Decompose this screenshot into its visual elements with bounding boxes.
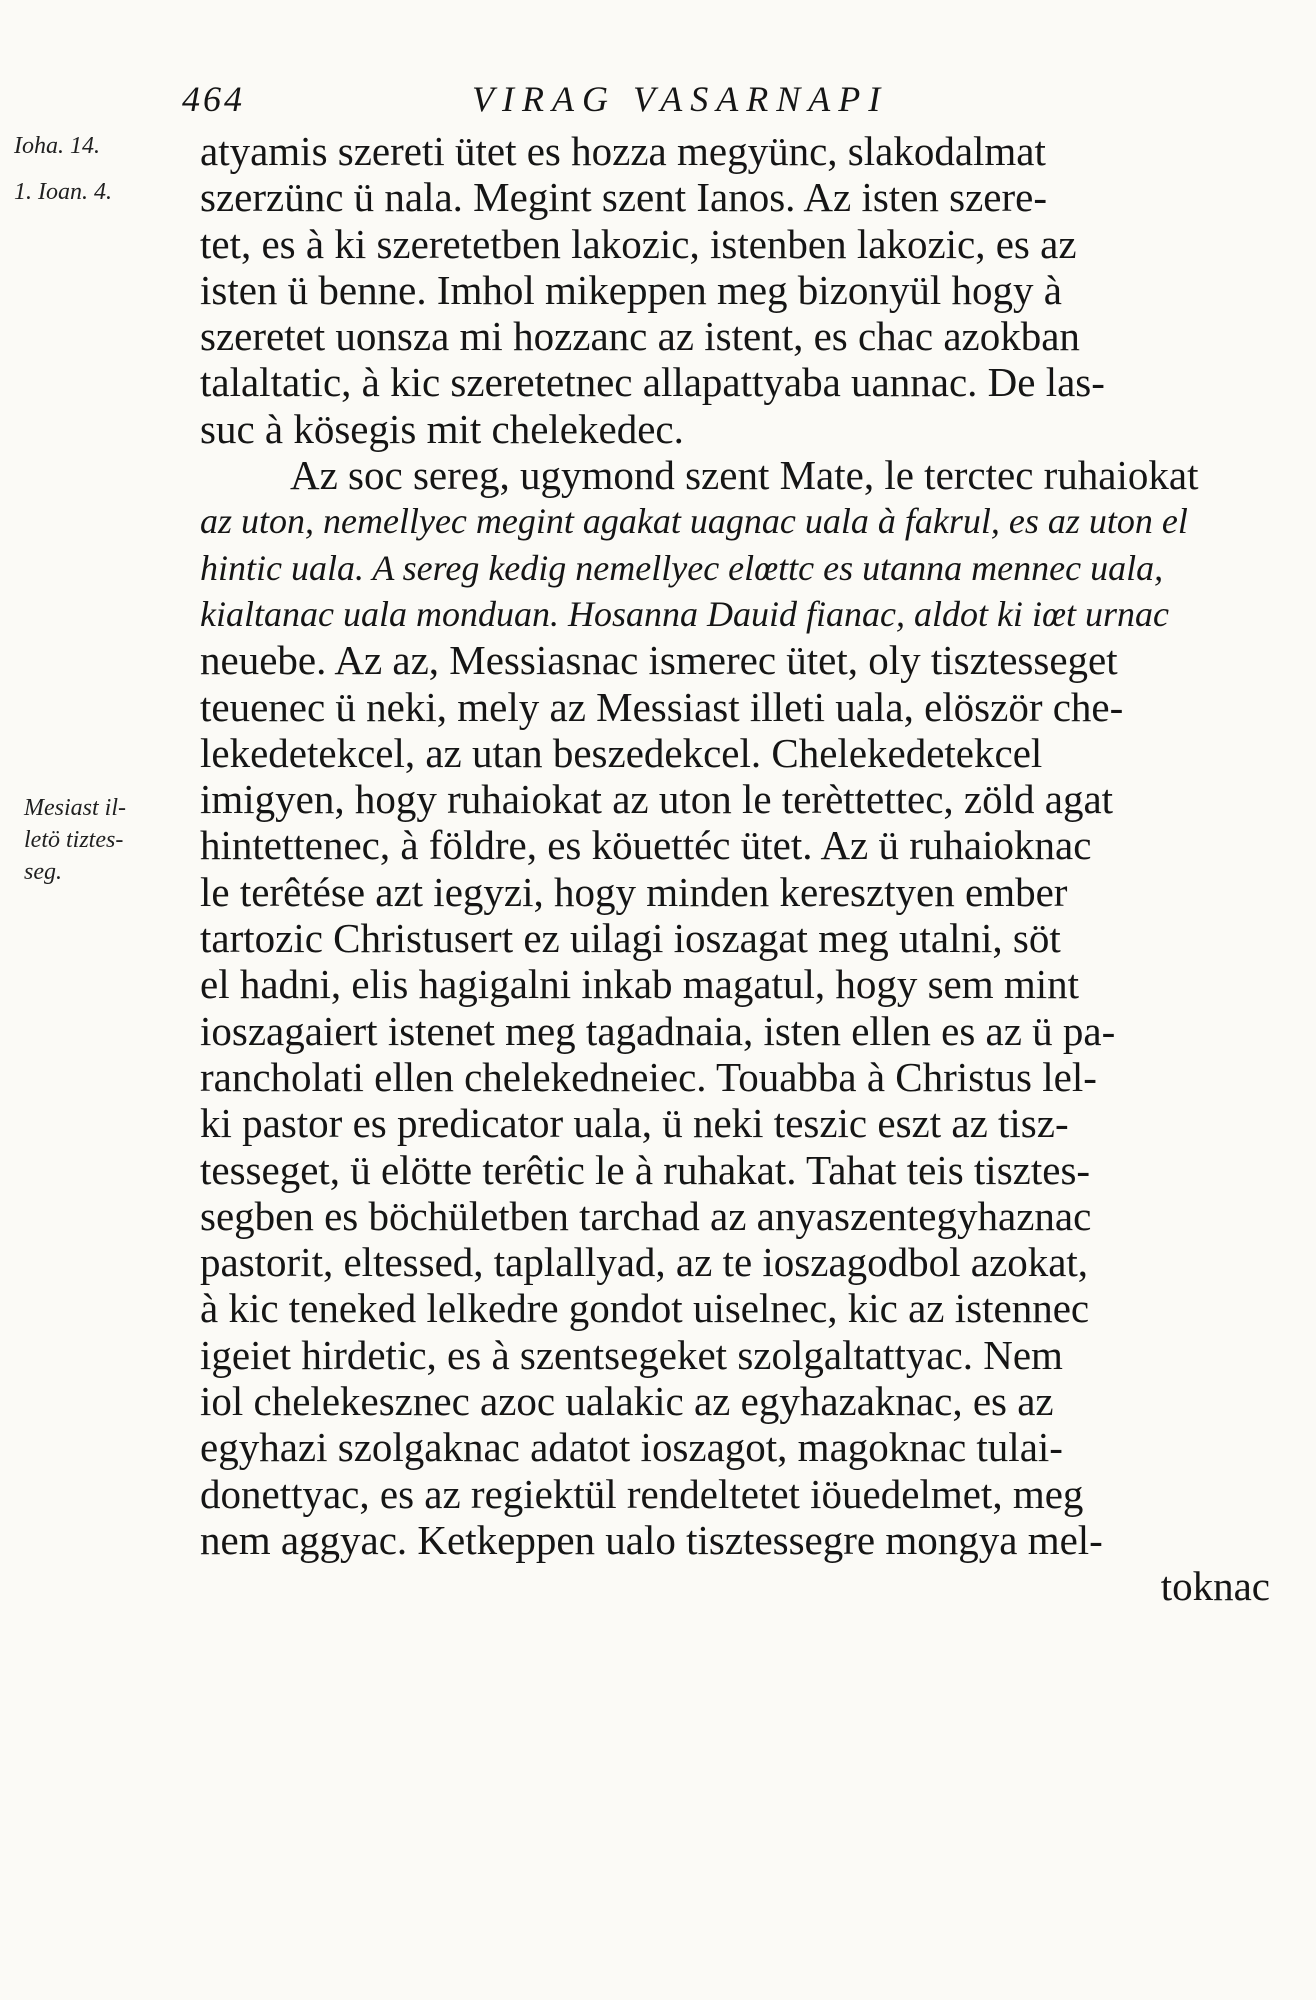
text-line: segben es böchületben tarchad az anyaszentegyhaznac [200, 1192, 1092, 1239]
text-line: kialtanac uala monduan. Hosanna Dauid fianac, aldot ki iœt urnac [200, 593, 1169, 634]
text-line: Az soc sereg, ugymond szent Mate, le terctec ruhaiokat [290, 452, 1199, 499]
text-line: atyamis szereti ütet es hozza megyünc, slakodalmat [200, 128, 1046, 174]
page-number: 464 [182, 79, 245, 119]
text-line: neuebe. Az az, Messiasnac ismerec ütet, oly tisztesseget [200, 637, 1118, 684]
text-line: pastorit, eltessed, taplallyad, az te ioszagodbol azokat, [200, 1239, 1089, 1286]
text-line: teuenec ü neki, mely az Messiast illeti uala, elöször che- [200, 683, 1124, 730]
margin-note-line: Ioha. 14. [14, 133, 100, 159]
running-head [182, 78, 1242, 124]
text-line: à kic teneked lelkedre gondot uiselnec, kic az istennec [200, 1285, 1090, 1332]
text-line: az uton, nemellyec megint agakat uagnac uala à fakrul, es az uton el [200, 501, 1188, 542]
running-head-title: VIRAG VASARNAPI [472, 79, 889, 119]
text-line: tet, es à ki szeretetben lakozic, istenben lakozic, es az [200, 220, 1077, 267]
text-line: suc à kösegis mit chelekedec. [200, 405, 684, 452]
text-line: tartozic Christusert ez uilagi ioszagat meg utalni, söt [200, 915, 1061, 962]
margin-note-line: letö tiztes- [24, 827, 124, 853]
text-line: ki pastor es predicator uala, ü neki teszic eszt az tisz- [200, 1100, 1069, 1147]
text-line: szerzünc ü nala. Megint szent Ianos. Az isten szere- [200, 174, 1048, 221]
margin-note-1-john-4 [14, 176, 112, 208]
margin-note-line: Mesiast il- [24, 795, 126, 821]
text-line: hintettenec, à földre, es köuettéc ütet. Az ü ruhaioknac [200, 822, 1092, 869]
text-line: isten ü benne. Imhol mikeppen meg bizonyül hogy à [200, 266, 1062, 313]
text-line: egyhazi szolgaknac adatot ioszagot, magoknac tulai- [200, 1424, 1063, 1471]
margin-note-messiah-honour [24, 792, 126, 888]
text-line: tesseget, ü elötte terêtic le à ruhakat. Tahat teis tisztes- [200, 1146, 1091, 1193]
text-line: ioszagaiert istenet meg tagadnaia, isten ellen es az ü pa- [200, 1007, 1116, 1054]
body-text [200, 128, 1270, 1610]
text-line: imigyen, hogy ruhaiokat az uton le terèttettec, zöld agat [200, 776, 1114, 823]
text-line: szeretet uonsza mi hozzanc az istent, es chac azokban [200, 313, 1080, 360]
text-line: talaltatic, à kic szeretetnec allapattyaba uannac. De las- [200, 359, 1105, 406]
text-line: lekedetekcel, az utan beszedekcel. Chelekedetekcel [200, 729, 1043, 776]
text-line: rancholati ellen chelekedneiec. Touabba à Christus lel- [200, 1053, 1097, 1100]
text-line: iol chelekesznec azoc ualakic az egyhazaknac, es az [200, 1378, 1054, 1425]
text-line: igeiet hirdetic, es à szentsegeket szolgaltattyac. Nem [200, 1331, 1063, 1378]
margin-note-line: seg. [24, 859, 62, 885]
margin-note-line: 1. Ioan. 4. [14, 179, 112, 205]
catchword: toknac [1160, 1563, 1270, 1610]
margin-note-john-14 [14, 130, 100, 162]
text-line: hintic uala. A sereg kedig nemellyec elœttc es utanna mennec uala, [200, 547, 1164, 588]
text-line: donettyac, es az regiektül rendeltetet iöuedelmet, meg [200, 1470, 1084, 1517]
text-line: le terêtése azt iegyzi, hogy minden keresztyen ember [200, 868, 1068, 915]
text-line: nem aggyac. Ketkeppen ualo tisztessegre mongya mel- [200, 1516, 1103, 1563]
text-line: el hadni, elis hagigalni inkab magatul, hogy sem mint [200, 961, 1080, 1008]
